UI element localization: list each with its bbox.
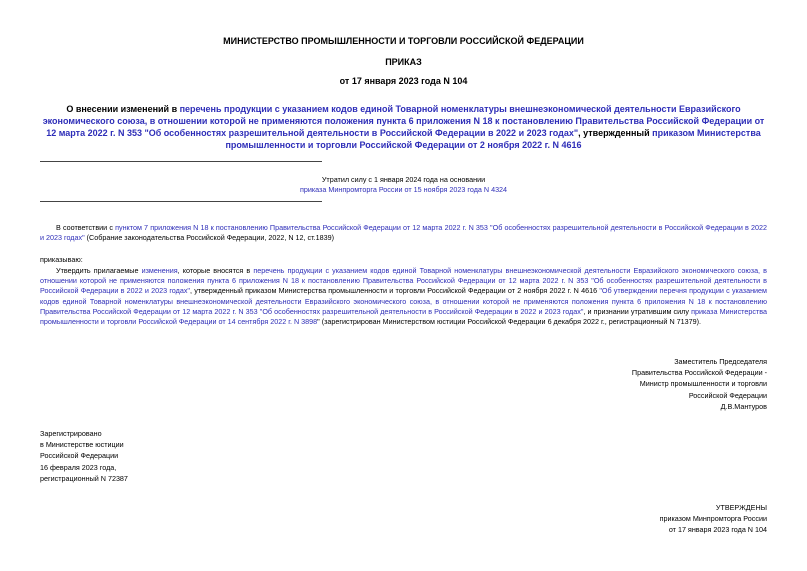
registration-line: Российской Федерации (40, 451, 119, 461)
main-paragraph (40, 266, 767, 327)
status-line-1: Утратил силу с 1 января 2024 года на основании (321, 175, 486, 184)
approved-line: приказом Минпромторга России (659, 514, 767, 524)
preamble-link[interactable]: пунктом 7 приложения N 18 к постановлению Правительства Российской Федерации от 12 марта 2022 г. N 353 "Об особенностях разрешительной деятельности в Российской Федерации в 2022 и 2023 годах" (40, 223, 768, 243)
order-word: приказываю: (40, 255, 83, 264)
divider-top (40, 161, 322, 162)
signature-name: Д.В.Мантуров (720, 401, 767, 411)
registration-line: 16 февраля 2023 года, (40, 462, 117, 472)
approved-heading: УТВЕРЖДЕНЫ (715, 503, 767, 512)
approved-block (560, 502, 767, 536)
registration-block (40, 428, 290, 484)
main-text-4: , и признании утратившим силу (583, 306, 692, 316)
signature-block (560, 356, 767, 412)
divider-bottom (40, 201, 322, 202)
registration-line: Зарегистрировано (40, 429, 102, 438)
preamble-text-2: (Собрание законодательства Российской Федерации, 2022, N 12, ст.1839) (84, 233, 334, 243)
main-link-repealed[interactable]: приказа Министерства промышленности и торговли Российской Федерации от 14 сентября 2022 г. N 3898 (40, 306, 767, 327)
title-text-1: О внесении изменений в (66, 104, 180, 114)
doc-date-number: от 17 января 2023 года N 104 (339, 76, 468, 86)
status-link[interactable]: приказа Минпромторга России от 15 ноября 2023 года N 4324 (299, 185, 508, 194)
approved-line: от 17 января 2023 года N 104 (668, 525, 767, 535)
signature-line: Заместитель Председателя (674, 357, 767, 366)
title-link-order[interactable]: приказом Министерства промышленности и торговли Российской Федерации от 2 ноября 2022 г. N 4616 (225, 128, 761, 150)
registration-line: регистрационный N 72387 (40, 473, 128, 483)
ministry-heading: МИНИСТЕРСТВО ПРОМЫШЛЕННОСТИ И ТОРГОВЛИ РОССИЙСКОЙ ФЕДЕРАЦИИ (223, 36, 584, 46)
signature-line: Российской Федерации (688, 390, 767, 400)
main-text-3: , утвержденный приказом Министерства промышленности и торговли Российской Федерации от 2 ноября 2022 г. N 4616 (189, 286, 600, 296)
registration-line: в Министерстве юстиции (40, 440, 124, 450)
signature-line: Министр промышленности и торговли (639, 379, 767, 389)
title-link-list[interactable]: перечень продукции с указанием кодов единой Товарной номенклатуры внешнеэкономической деятельности Евразийского экономического союза, в отношении которой не применяются положения пункта 6 приложения N 18 к постановлению Правительства Российской Федерации от 12 марта 2022 г. N 353 "Об особенностях разрешительной деятельности в Российской Федерации в 2022 и 2023 годах" (42, 104, 765, 138)
preamble-text-1: В соответствии с (56, 223, 116, 232)
signature-line: Правительства Российской Федерации - (631, 368, 767, 378)
doc-type-heading: ПРИКАЗ (385, 57, 422, 67)
main-text-1: Утвердить прилагаемые (56, 266, 142, 275)
main-text-5: " (зарегистрирован Министерством юстиции Российской Федерации 6 декабря 2022 г., регистрационный N 71379). (317, 317, 702, 327)
status-note (200, 175, 607, 195)
main-link-list[interactable]: перечень продукции с указанием кодов единой Товарной номенклатуры внешнеэкономической деятельности Евразийского экономического союза, в отношении которой не применяются положения пункта 6 приложения N 18 к постановлению Правительства Российской Федерации от 12 марта 2022 г. N 353 "Об особенностях разрешительной деятельности в Российской Федерации в 2022 и 2023 годах" (40, 266, 767, 296)
preamble-paragraph (40, 223, 767, 243)
document-title (40, 103, 767, 151)
title-text-2: , утвержденный (578, 128, 653, 138)
main-link-approval[interactable]: "Об утверждении перечня продукции с указанием кодов единой Товарной номенклатуры внешнеэкономической деятельности Евразийского экономического союза, в отношении которой не применяются положения пункта 6 приложения N 18 к постановлению Правительства Российской Федерации от 12 марта 2022 г. N 353 "Об особенностях разрешительной деятельности в Российской Федерации в 2022 и 2023 годах" (40, 286, 767, 316)
main-link-changes[interactable]: изменения (141, 266, 178, 275)
main-text-2: , которые вносятся в (177, 266, 254, 275)
